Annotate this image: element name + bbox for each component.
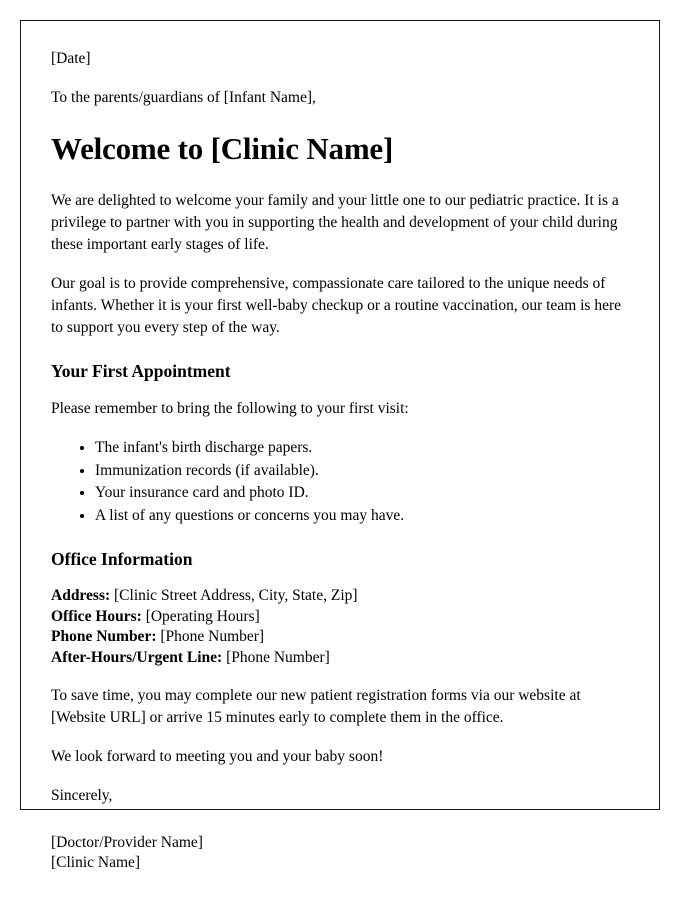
office-info-phone bbox=[51, 627, 625, 647]
office-info-address bbox=[51, 586, 625, 606]
signature-provider-name: [Doctor/Provider Name] bbox=[51, 833, 203, 851]
first-appointment-heading: Your First Appointment bbox=[51, 361, 231, 382]
office-info-hours bbox=[51, 607, 625, 627]
list-item: • Immunization records (if available). bbox=[95, 460, 625, 482]
signature-clinic-name: [Clinic Name] bbox=[51, 853, 141, 871]
letter-sheet bbox=[20, 20, 660, 871]
signature-block bbox=[51, 833, 625, 873]
list-item: • The infant's birth discharge papers. bbox=[95, 437, 625, 459]
office-info-phone-label: Phone Number: bbox=[51, 628, 157, 646]
intro-paragraph-2: Our goal is to provide comprehensive, compassionate care tailored to the unique needs of infants. Whether it is your first well-baby checkup or a routine vaccination, our team is here to support you every step of the way. bbox=[51, 275, 622, 337]
office-info-phone-value: [Phone Number] bbox=[160, 628, 265, 646]
office-info-after-hours bbox=[51, 648, 625, 668]
list-item: • Your insurance card and photo ID. bbox=[95, 482, 625, 504]
first-appointment-intro: Please remember to bring the following to your first visit: bbox=[51, 400, 409, 418]
office-info-after-hours-value: [Phone Number] bbox=[226, 648, 330, 666]
office-info-after-hours-label: After-Hours/Urgent Line: bbox=[51, 648, 223, 666]
page-title: Welcome to [Clinic Name] bbox=[51, 130, 394, 166]
office-information-block bbox=[51, 586, 625, 668]
letter-content bbox=[21, 21, 659, 873]
office-info-address-value: [Clinic Street Address, City, State, Zip] bbox=[114, 587, 358, 605]
list-item: • A list of any questions or concerns you may have. bbox=[95, 505, 625, 527]
salutation-line: To the parents/guardians of [Infant Name], bbox=[51, 88, 316, 106]
intro-paragraph-1: We are delighted to welcome your family and your little one to our pediatric practice. It is a privilege to partner with you in supporting the health and development of your child during these important early stages of life. bbox=[51, 192, 619, 254]
office-info-address-label: Address: bbox=[51, 587, 111, 605]
sign-off: Sincerely, bbox=[51, 786, 113, 804]
closing-note: We look forward to meeting you and your baby soon! bbox=[51, 748, 384, 766]
office-information-heading: Office Information bbox=[51, 549, 193, 570]
date-line: [Date] bbox=[51, 50, 91, 67]
bring-items-list bbox=[51, 437, 625, 527]
office-info-hours-label: Office Hours: bbox=[51, 607, 142, 625]
office-info-hours-value: [Operating Hours] bbox=[145, 607, 260, 625]
registration-note: To save time, you may complete our new patient registration forms via our website at [Website URL] or arrive 15 minutes early to complete them in the office. bbox=[51, 687, 581, 727]
